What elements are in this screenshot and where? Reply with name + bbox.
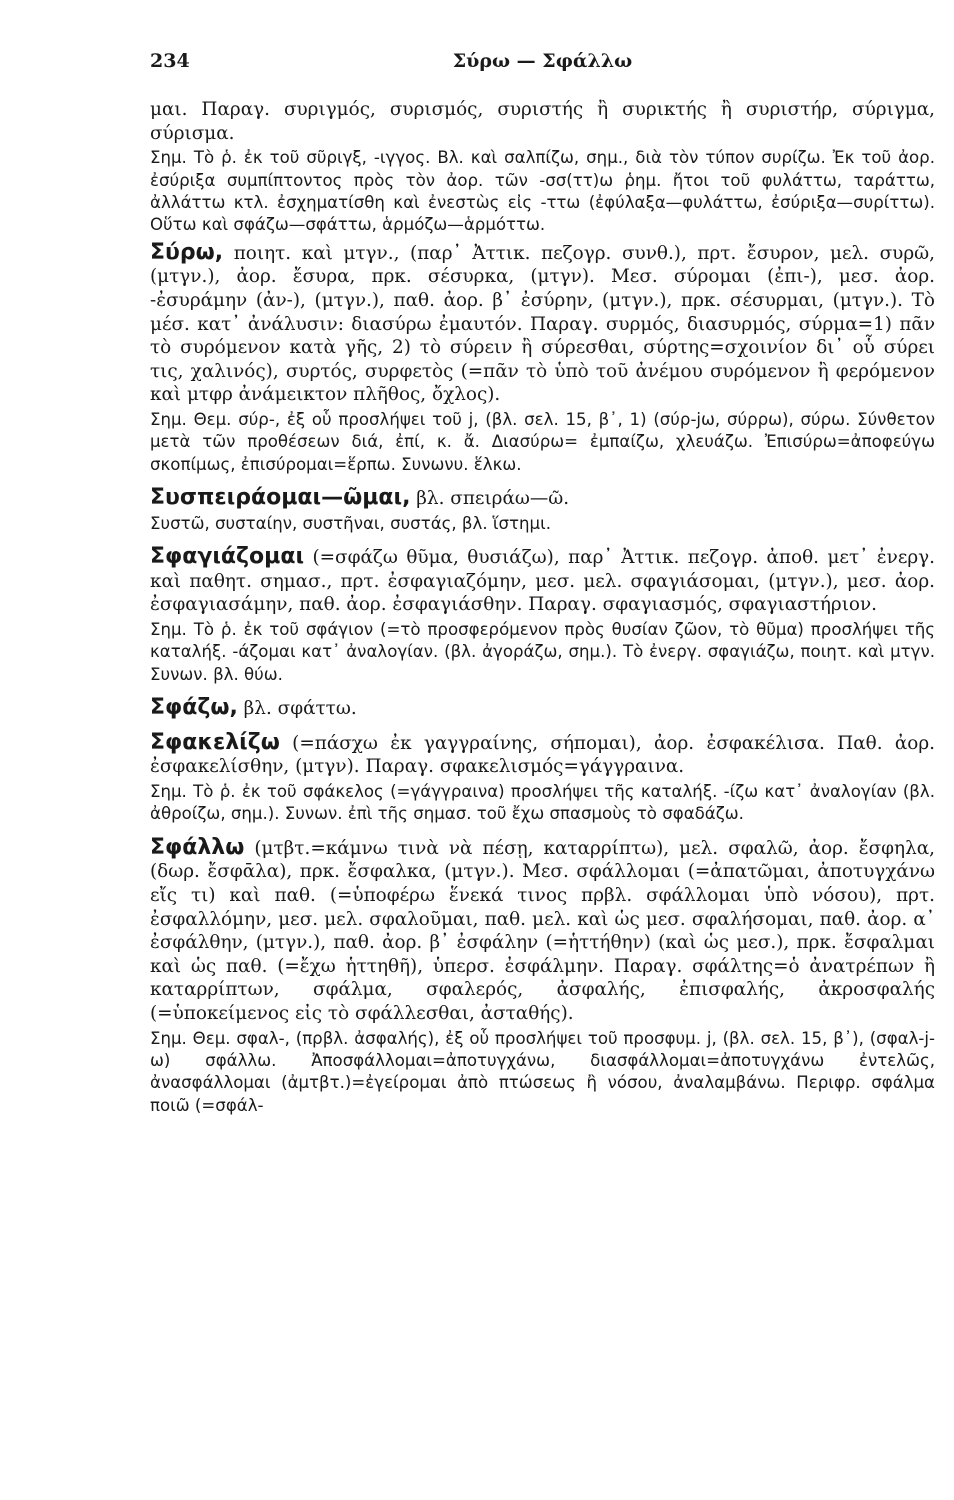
entry-lemma: Σφάζω, [150, 695, 238, 721]
entry-lemma: Σφαγιάζομαι [150, 544, 305, 570]
entry-lemma: Συσπειράομαι—ῶμαι, [150, 485, 411, 511]
dictionary-entry [150, 486, 935, 511]
entry-text: βλ. σφάττω. [237, 698, 357, 720]
note-text: Σημ. Θεμ. σφαλ-, (πρβλ. ἀσφαλής), ἐξ οὗ προσλήψει τοῦ προσφυμ. j, (βλ. σελ. 15, β᾽), (σφαλ-j-ω) σφάλλω. Ἀποσφάλλομαι=ἀποτυγχάνω, διασφάλλομαι=ἀποτυγχάνω ἐντελῶς, ἀνασφάλλομαι (ἀμτβτ.)=ἐγείρομαι ἀπὸ πτώσεως ἢ νόσου, ἀναλαμβάνω. Περιφρ. σφάλμα ποιῶ (=σφάλ- [150, 1028, 935, 1115]
entry-text: (μτβτ.=κάμνω τινὰ νὰ πέσῃ, καταρρίπτω), μελ. σφαλῶ, ἀορ. ἔσφηλα, (δωρ. ἔσφᾱλα), πρκ. ἔσφαλκα, (μτγν.). Μεσ. σφάλλομαι (=ἀπατῶμαι, ἀποτυγχάνω εἴς τι) καὶ παθ. (=ὑποφέρω ἕνεκά τινος πρβλ. σφάλλομαι ὑπὸ νόσου), πρτ. ἐσφαλλόμην, μεσ. μελ. σφαλοῦμαι, παθ. μελ. καὶ ὡς μεσ. σφαλήσομαι, παθ. ἀορ. α᾽ ἐσφάλθην, (μτγν.), παθ. ἀορ. β᾽ ἐσφάλην (=ἡττήθην) (καὶ ὡς μεσ.), πρκ. ἔσφαλμαι καὶ ὡς παθ. (=ἔχω ἡττηθῆ), ὑπερσ. ἐσφάλμην. Παραγ. σφάλτης=ὁ ἀνατρέπων ἢ καταρρίπτων, σφάλμα, σφαλερός, ἀσφαλής, ἐπισφαλής, ἀκροσφαλής (=ὑποκείμενος εἰς τὸ σφάλλεσθαι, ἀσταθής). [150, 837, 935, 1024]
etymology-note [150, 781, 935, 826]
running-title: Σύρω — Σφάλλω [452, 50, 633, 72]
dictionary-entry [150, 731, 935, 779]
note-text: Συστῶ, συσταίην, συστῆναι, συστάς, βλ. ἵστημι. [150, 513, 551, 533]
dictionary-entry [150, 836, 935, 1026]
dictionary-entry [150, 696, 935, 721]
paragraph [150, 98, 935, 145]
entry-text: βλ. σπειράω—ῶ. [410, 488, 570, 510]
entry-text: (=πάσχω ἐκ γαγγραίνης, σήπομαι), ἀορ. ἐσφακέλισα. Παθ. ἀορ. ἐσφακελίσθην, (μτγν). Παραγ. σφακελισμός=γάγγραινα. [150, 732, 935, 778]
entry-text: (=σφάζω θῦμα, θυσιάζω), παρ᾽ Ἀττικ. πεζογρ. ἀποθ. μετ᾽ ἐνεργ. καὶ παθητ. σημασ., πρτ. ἐσφαγιαζόμην, μεσ. μελ. σφαγιάσομαι, (μτγν.), μεσ. ἀορ. ἐσφαγιασάμην, παθ. ἀορ. ἐσφαγιάσθην. Παραγ. σφαγιασμός, σφαγιαστήριον. [150, 547, 935, 616]
note-text: Σημ. Τὸ ῥ. ἐκ τοῦ σφάγιον (=τὸ προσφερόμενον πρὸς θυσίαν ζῶον, τὸ θῦμα) προσλήψει τῆς καταλήξ. -άζομαι κατ᾽ ἀναλογίαν. (βλ. ἀγοράζω, σημ.). Τὸ ἐνεργ. σφαγιάζω, ποιητ. καὶ μτγν. Συνων. βλ. θύω. [150, 619, 935, 684]
page-number: 234 [150, 50, 190, 72]
note-text: Σημ. Θεμ. σύρ-, ἐξ οὗ προσλήψει τοῦ j, (βλ. σελ. 15, β᾽, 1) (σύρ-jω, σύρρω), σύρω. Σύνθετον μετὰ τῶν προθέσεων διά, ἐπί, κ. ἄ. Διασύρω= ἐμπαίζω, χλευάζω. Ἐπισύρω=ἀποφεύγω σκοπίμως, ἐπισύρομαι=ἕρπω. Συνωνυ. ἕλκω. [150, 409, 935, 474]
page-header [150, 50, 935, 80]
note-text: Σημ. Τὸ ῥ. ἐκ τοῦ σῦριγξ, -ιγγος. Βλ. καὶ σαλπίζω, σημ., διὰ τὸν τύπον συρίζω. Ἐκ τοῦ ἀορ. ἐσύριξα συμπίπτοντος πρὸς τὸν ἀορ. τῶν -σσ(ττ)ω ῥημ. ἤτοι τοῦ φυλάττω, ταράττω, ἀλλάττω κτλ. ἐσχηματίσθη καὶ ἐνεστὼς εἰς -ττω (ἐφύλαξα—φυλάττω, ἐσύριξα—συρίττω). Οὕτω καὶ σφάζω—σφάττω, ἁρμόζω—ἁρμόττω. [150, 148, 935, 235]
dictionary-entry [150, 241, 935, 407]
etymology-note [150, 409, 935, 476]
page-body [150, 98, 935, 1117]
etymology-note [150, 619, 935, 686]
entry-lemma: Σφακελίζω [150, 729, 280, 755]
dictionary-entry [150, 545, 935, 617]
etymology-note [150, 147, 935, 237]
entry-text: ποιητ. καὶ μτγν., (παρ᾽ Ἀττικ. πεζογρ. συνθ.), πρτ. ἔσυρον, μελ. συρῶ, (μτγν.), ἀορ. ἔσυρα, πρκ. σέσυρκα, (μτγν). Μεσ. σύρομαι (ἐπι-), μεσ. ἀορ. -ἐσυράμην (ἀν-), (μτγν.), παθ. ἀορ. β᾽ ἐσύρην, (μτγν.), πρκ. σέσυρμαι, (μτγν.). Τὸ μέσ. κατ᾽ ἀνάλυσιν: διασύρω ἐμαυτόν. Παραγ. συρμός, διασυρμός, σύρμα=1) πᾶν τὸ συρόμενον κατὰ γῆς, 2) τὸ σύρειν ἢ σύρεσθαι, σύρτης=σχοινίον δι᾽ οὗ σύρει τις, χαλινός), συρτός, συρφετὸς (=πᾶν τὸ ὑπὸ τοῦ ἀνέμου συρόμενον ἢ φερόμενον καὶ μτφρ ἀνάμεικτον πλῆθος, ὄχλος). [150, 242, 935, 406]
paragraph-text: μαι. Παραγ. συριγμός, συρισμός, συριστής ἢ συρικτής ἢ συριστήρ, σύριγμα, σύρισμα. [150, 99, 935, 144]
cross-reference-note [150, 513, 935, 535]
note-text: Σημ. Τὸ ῥ. ἐκ τοῦ σφάκελος (=γάγγραινα) προσλήψει τῆς καταλήξ. -ίζω κατ᾽ ἀναλογίαν (βλ. ἀθροίζω, σημ.). Συνων. ἐπὶ τῆς σημασ. τοῦ ἔχω σπασμοὺς τὸ σφαδάζω. [150, 781, 935, 824]
etymology-note [150, 1028, 935, 1118]
entry-lemma: Σφάλλω [150, 834, 245, 860]
entry-lemma: Σύρω, [150, 239, 224, 265]
